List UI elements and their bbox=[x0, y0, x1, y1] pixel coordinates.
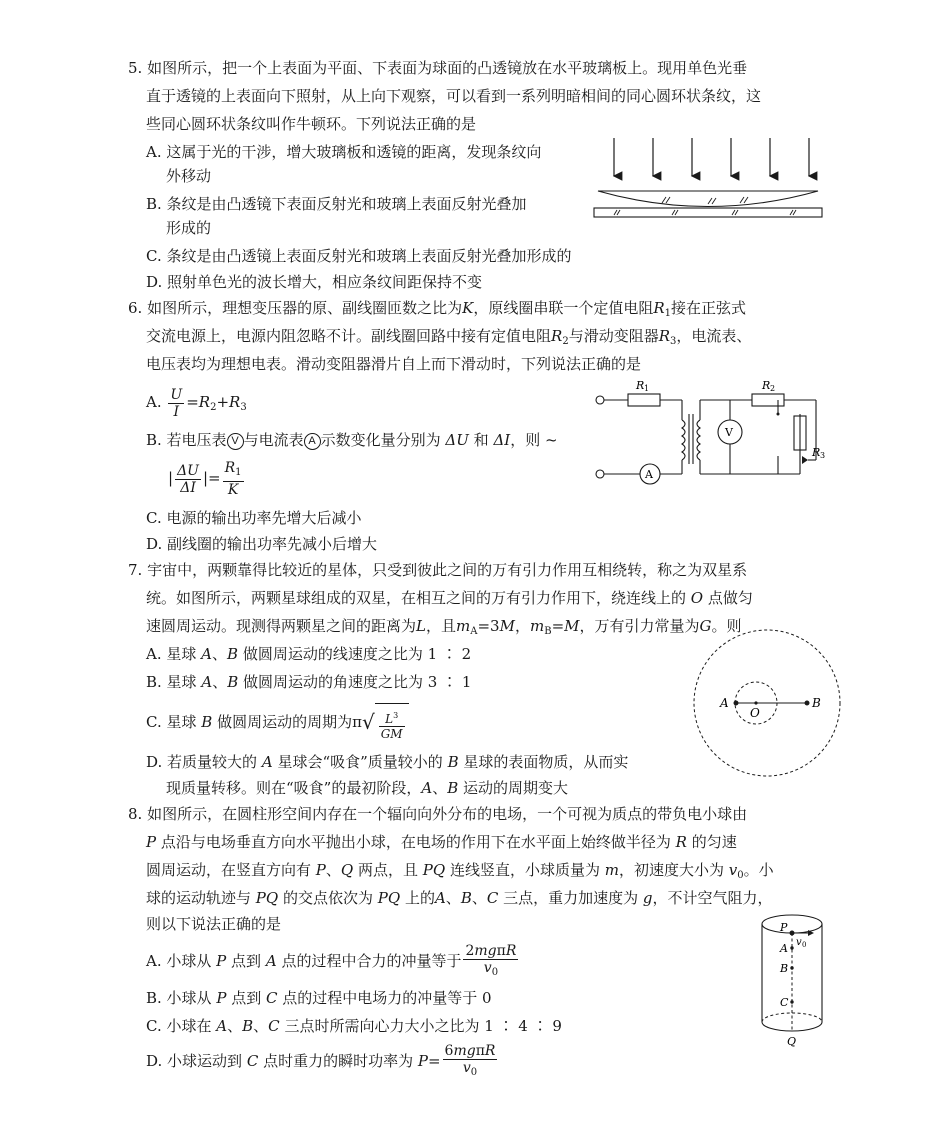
q7-option-a: A. 星球 A、B 做圆周运动的线速度之比为 1 ∶ 2 bbox=[146, 645, 472, 663]
q5-stem-line2: 直于透镜的上表面向下照射，从上向下观察，可以看到一系列明暗相间的同心圆环状条纹，这 bbox=[146, 87, 762, 105]
svg-text:0: 0 bbox=[802, 941, 807, 949]
q7-stem-line2: 统。如图所示，两颗星球组成的双星，在相互之间的万有引力作用下，绕连线上的 O 点做匀 bbox=[146, 589, 753, 607]
svg-text:2: 2 bbox=[770, 384, 776, 393]
svg-text:P: P bbox=[780, 921, 788, 934]
q5-stem-line3: 些同心圆环状条纹叫作牛顿环。下列说法正确的是 bbox=[146, 115, 477, 133]
binary-star-figure bbox=[700, 625, 840, 785]
svg-text:3: 3 bbox=[820, 451, 826, 460]
q5-option-a-cont: 外移动 bbox=[166, 167, 212, 185]
voltmeter-symbol: V bbox=[227, 433, 244, 450]
svg-text:A: A bbox=[645, 468, 653, 481]
q6-option-c: C. 电源的输出功率先增大后减小 bbox=[146, 509, 362, 527]
q7-option-b: B. 星球 A、B 做圆周运动的角速度之比为 3 ∶ 1 bbox=[146, 673, 472, 691]
transformer-circuit-figure bbox=[590, 374, 840, 494]
q8-option-d: D. 小球运动到 C 点时重力的瞬时功率为 P= $\frac{\text{6mgπR}}{v_0}$ bbox=[146, 1043, 496, 1078]
svg-text:B: B bbox=[780, 962, 789, 975]
q8-option-a: A. 小球从 P 点到 A 点的过程中合力的冲量等于 $\frac{\text{2mgπR}}{v_0}$ bbox=[146, 943, 517, 978]
svg-text:R: R bbox=[812, 446, 821, 459]
q6-stem-line3: 电压表均为理想电表。滑动变阻器滑片自上而下滑动时，下列说法正确的是 bbox=[146, 355, 642, 373]
ammeter-symbol: A bbox=[304, 433, 321, 450]
q7-option-d-cont: 现质量转移。则在“吸食”的最初阶段，A、B 运动的周期变大 bbox=[166, 779, 569, 797]
q5-option-a: A. 这属于光的干涉，增大玻璃板和透镜的距离，发现条纹向 bbox=[146, 143, 542, 161]
q8-stem-line1: 8. 如图所示，在圆柱形空间内存在一个辐向向外分布的电场，一个可视为质点的带负电小球由 bbox=[128, 805, 748, 823]
q5-option-c: C. 条纹是由凸透镜上表面反射光和玻璃上表面反射光叠加形成的 bbox=[146, 247, 572, 265]
svg-text:O: O bbox=[750, 706, 760, 720]
q6-option-a: A. $\frac{U}{I}$ $=R_2+R_3$ bbox=[146, 386, 247, 420]
frac-u-over-i: $\frac{U}{I}$ bbox=[170, 386, 183, 420]
q5-stem-line1: 5. 如图所示，把一个上表面为平面、下表面为球面的凸透镜放在水平玻璃板上。现用单色光垂 bbox=[128, 59, 748, 77]
q8-option-b: B. 小球从 P 点到 C 点的过程中电场力的冲量等于 0 bbox=[146, 989, 492, 1007]
svg-text:C: C bbox=[780, 996, 789, 1009]
q6-option-b-formula: | $\frac{\Delta U}{\Delta I}$ |= $\frac{R_1}{K}$ bbox=[168, 460, 242, 498]
svg-text:v: v bbox=[796, 937, 802, 948]
q5-option-b-cont: 形成的 bbox=[166, 219, 212, 237]
q5-option-d: D. 照射单色光的波长增大，相应条纹间距保持不变 bbox=[146, 273, 483, 291]
svg-text:B: B bbox=[812, 696, 821, 710]
q6-option-b: B. 若电压表 V 与电流表 A 示数变化量分别为 ΔU 和 ΔI，则 ~ bbox=[146, 431, 558, 449]
q7-stem-line1: 7. 宇宙中，两颗靠得比较近的星体，只受到彼此之间的万有引力作用互相绕转，称之为双星系 bbox=[128, 561, 748, 579]
q8-stem-line2: P 点沿与电场垂直方向水平抛出小球，在电场的作用下在水平面上始终做半径为 R 的匀速 bbox=[146, 833, 737, 851]
q6-option-d: D. 副线圈的输出功率先减小后增大 bbox=[146, 535, 378, 553]
svg-text:R: R bbox=[762, 379, 771, 392]
svg-text:A: A bbox=[720, 696, 729, 710]
q7-option-d: D. 若质量较大的 A 星球会“吸食”质量较小的 B 星球的表面物质，从而实 bbox=[146, 753, 629, 771]
svg-text:1: 1 bbox=[644, 384, 650, 393]
svg-text:A: A bbox=[780, 942, 788, 955]
q7-option-c: C. 星球 B 做圆周运动的周期为π√ $\frac{L^3}{GM}$ bbox=[146, 702, 409, 744]
q5-option-b: B. 条纹是由凸透镜下表面反射光和玻璃上表面反射光叠加 bbox=[146, 195, 527, 213]
svg-text:V: V bbox=[725, 426, 733, 439]
svg-text:Q: Q bbox=[787, 1035, 797, 1048]
q6-stem-line1: 6. 如图所示，理想变压器的原、副线圈匝数之比为K，原线圈串联一个定值电阻$R_1$接在正弦式 bbox=[128, 299, 747, 319]
q6-stem-line2: 交流电源上，电源内阻忽略不计。副线圈回路中接有定值电阻$R_2$与滑动变阻器$R_3$，电流表、 bbox=[146, 327, 752, 347]
svg-text:R: R bbox=[636, 379, 645, 392]
newton-rings-figure bbox=[590, 134, 830, 229]
q8-option-c: C. 小球在 A、B、C 三点时所需向心力大小之比为 1 ∶ 4 ∶ 9 bbox=[146, 1017, 562, 1035]
q8-stem-line4: 球的运动轨迹与 PQ 的交点依次为 PQ 上的A、B、C 三点，重力加速度为 g，不计空气阻力， bbox=[146, 889, 773, 907]
q7-stem-line3: 速圆周运动。现测得两颗星之间的距离为L，且$m_A=3M$，$m_B=M$，万有引力常量为G。则 bbox=[146, 617, 742, 637]
cylinder-figure bbox=[752, 910, 842, 1048]
q8-stem-line5: 则以下说法正确的是 bbox=[146, 915, 282, 933]
q8-stem-line3: 圆周运动，在竖直方向有 P、Q 两点，且 PQ 连线竖直，小球质量为 m，初速度大小为 $v_0$。小 bbox=[146, 861, 774, 881]
